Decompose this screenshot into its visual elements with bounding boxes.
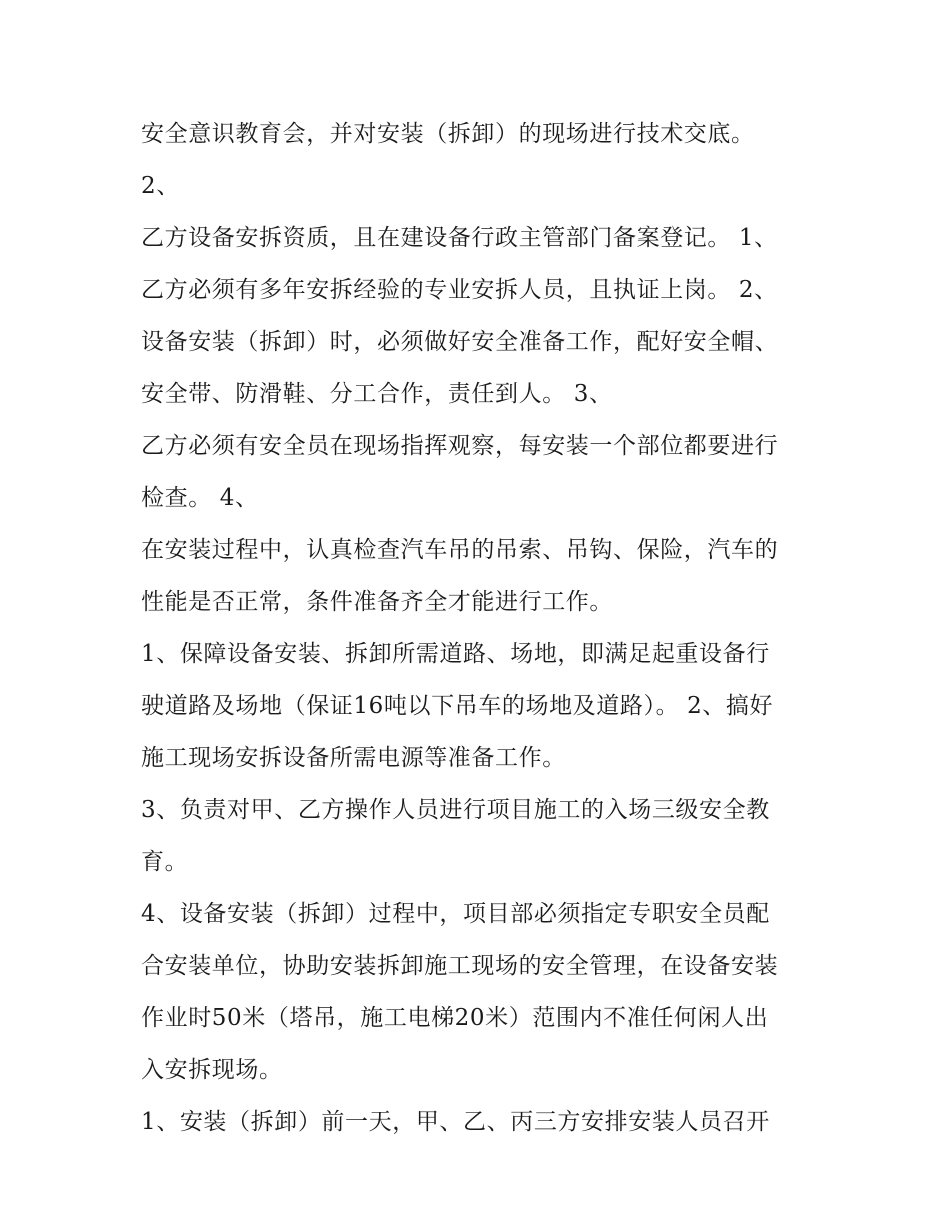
text-line: 乙方必须有安全员在现场指挥观察，每安装一个部位都要进行 — [141, 433, 779, 459]
text-line: 驶道路及场地（保证16吨以下吊车的场地及道路）。 2、搞好 — [141, 693, 774, 719]
text-line: 设备安装（拆卸）时，必须做好安全准备工作，配好安全帽、 — [141, 329, 779, 355]
text-line: 作业时50米（塔吊，施工电梯20米）范围内不准任何闲人出 — [141, 1005, 769, 1031]
text-line: 入安拆现场。 — [141, 1057, 283, 1083]
text-line: 1、安装（拆卸）前一天，甲、乙、丙三方安排安装人员召开 — [141, 1109, 770, 1135]
text-line: 1、保障设备安装、拆卸所需道路、场地，即满足起重设备行 — [141, 641, 770, 667]
text-line: 安全意识教育会，并对安装（拆卸）的现场进行技术交底。 — [141, 121, 755, 147]
text-line: 检查。 4、 — [141, 485, 259, 511]
text-line: 施工现场安拆设备所需电源等准备工作。 — [141, 745, 566, 771]
text-line: 乙方必须有多年安拆经验的专业安拆人员，且执证上岗。 2、 — [141, 277, 778, 303]
text-line: 安全带、防滑鞋、分工合作，责任到人。 3、 — [141, 381, 613, 407]
text-line: 合安装单位，协助安装拆卸施工现场的安全管理，在设备安装 — [141, 953, 779, 979]
text-line: 3、负责对甲、乙方操作人员进行项目施工的入场三级安全教 — [141, 797, 770, 823]
text-line: 4、设备安装（拆卸）过程中，项目部必须指定专职安全员配 — [141, 901, 770, 927]
text-line: 性能是否正常，条件准备齐全才能进行工作。 — [141, 589, 613, 615]
text-line: 2、 — [141, 173, 180, 199]
document-body — [141, 108, 831, 1148]
text-line: 育。 — [141, 849, 189, 875]
text-line: 在安装过程中，认真检查汽车吊的吊索、吊钩、保险，汽车的 — [141, 537, 779, 563]
text-line: 乙方设备安拆资质，且在建设备行政主管部门备案登记。 1、 — [141, 225, 778, 251]
